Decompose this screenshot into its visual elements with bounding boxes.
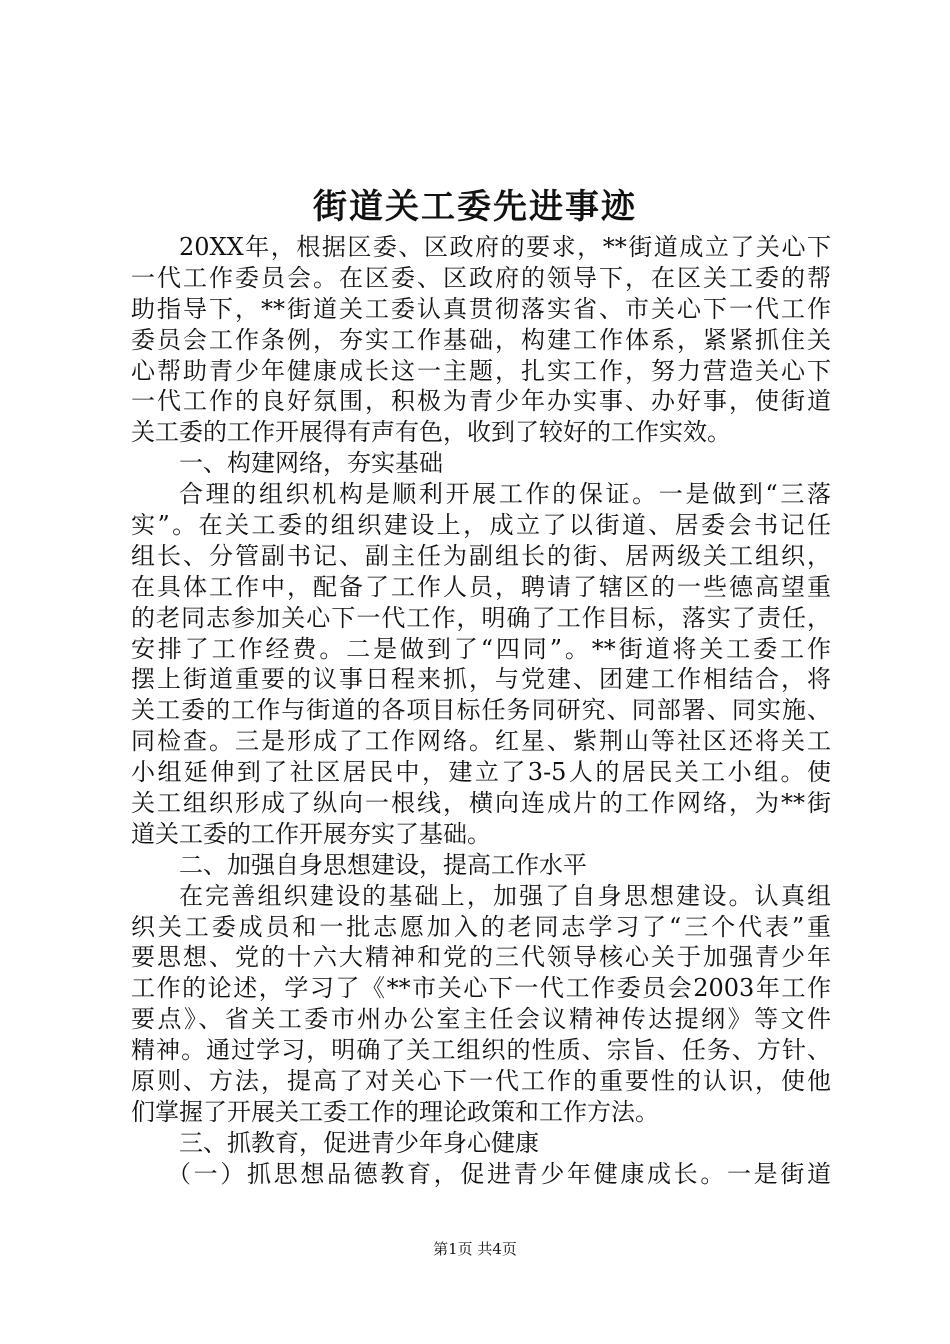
- section-heading: 一、构建网络，夯实基础: [179, 449, 443, 478]
- text-line: 同检查。三是形成了工作网络。红星、紫荆山等社区还将关工: [131, 727, 831, 756]
- text-line: 关工委的工作开展得有声有色，收到了较好的工作实效。: [131, 418, 731, 447]
- text-line: 20XX年，根据区委、区政府的要求，**街道成立了关心下: [179, 233, 831, 261]
- text-line: 工作的论述，学习了《**市关心下一代工作委员会2003年工作: [131, 974, 831, 1003]
- text-line: 委员会工作条例，夯实工作基础，构建工作体系，紧紧抓住关: [131, 325, 831, 354]
- text-line: 精神。通过学习，明确了关工组织的性质、宗旨、任务、方针、: [131, 1036, 831, 1065]
- text-line: 小组延伸到了社区居民中，建立了3-5人的居民关工小组。使: [131, 758, 831, 787]
- text-line: 织关工委成员和一批志愿加入的老同志学习了“三个代表”重: [131, 912, 831, 941]
- text-line: 要思想、党的十六大精神和党的三代领导核心关于加强青少年: [131, 943, 831, 972]
- text-line: 心帮助青少年健康成长这一主题，扎实工作，努力营造关心下: [131, 356, 831, 385]
- text-line: 一代工作委员会。在区委、区政府的领导下，在区关工委的帮: [131, 263, 831, 292]
- text-line: 助指导下，**街道关工委认真贯彻落实省、市关心下一代工作: [131, 294, 831, 323]
- section-heading: 三、抓教育，促进青少年身心健康: [179, 1128, 539, 1157]
- document-body: [131, 232, 831, 1190]
- text-line: 实”。在关工委的组织建设上，成立了以街道、居委会书记任: [131, 511, 831, 540]
- text-line: 原则、方法，提高了对关心下一代工作的重要性的认识，使他: [131, 1067, 831, 1096]
- text-line: 安排了工作经费。二是做到了“四同”。**街道将关工委工作: [131, 634, 831, 663]
- page-footer: 第1页 共4页: [433, 1240, 517, 1258]
- text-line: 摆上街道重要的议事日程来抓，与党建、团建工作相结合，将: [131, 665, 831, 694]
- text-line: 关工组织形成了纵向一根线，横向连成片的工作网络，为**街: [131, 789, 831, 818]
- text-line: （一）抓思想品德教育，促进青少年健康成长。一是街道: [167, 1159, 831, 1188]
- text-line: 们掌握了开展关工委工作的理论政策和工作方法。: [131, 1097, 659, 1126]
- text-line: 合理的组织机构是顺利开展工作的保证。一是做到“三落: [179, 480, 831, 509]
- text-line: 在具体工作中，配备了工作人员，聘请了辖区的一些德高望重: [131, 572, 831, 601]
- text-line: 关工委的工作与街道的各项目标任务同研究、同部署、同实施、: [131, 696, 831, 725]
- text-line: 在完善组织建设的基础上，加强了自身思想建设。认真组: [179, 881, 831, 910]
- text-line: 要点》、省关工委市州办公室主任会议精神传达提纲》等文件: [131, 1005, 831, 1034]
- document-title: 街道关工委先进事迹: [313, 187, 637, 227]
- text-line: 一代工作的良好氛围，积极为青少年办实事、办好事，使街道: [131, 387, 831, 416]
- text-line: 的老同志参加关心下一代工作，明确了工作目标，落实了责任，: [131, 603, 831, 632]
- text-line: 道关工委的工作开展夯实了基础。: [131, 819, 491, 848]
- section-heading: 二、加强自身思想建设，提高工作水平: [179, 850, 587, 879]
- text-line: 组长、分管副书记、副主任为副组长的街、居两级关工组织，: [131, 541, 831, 570]
